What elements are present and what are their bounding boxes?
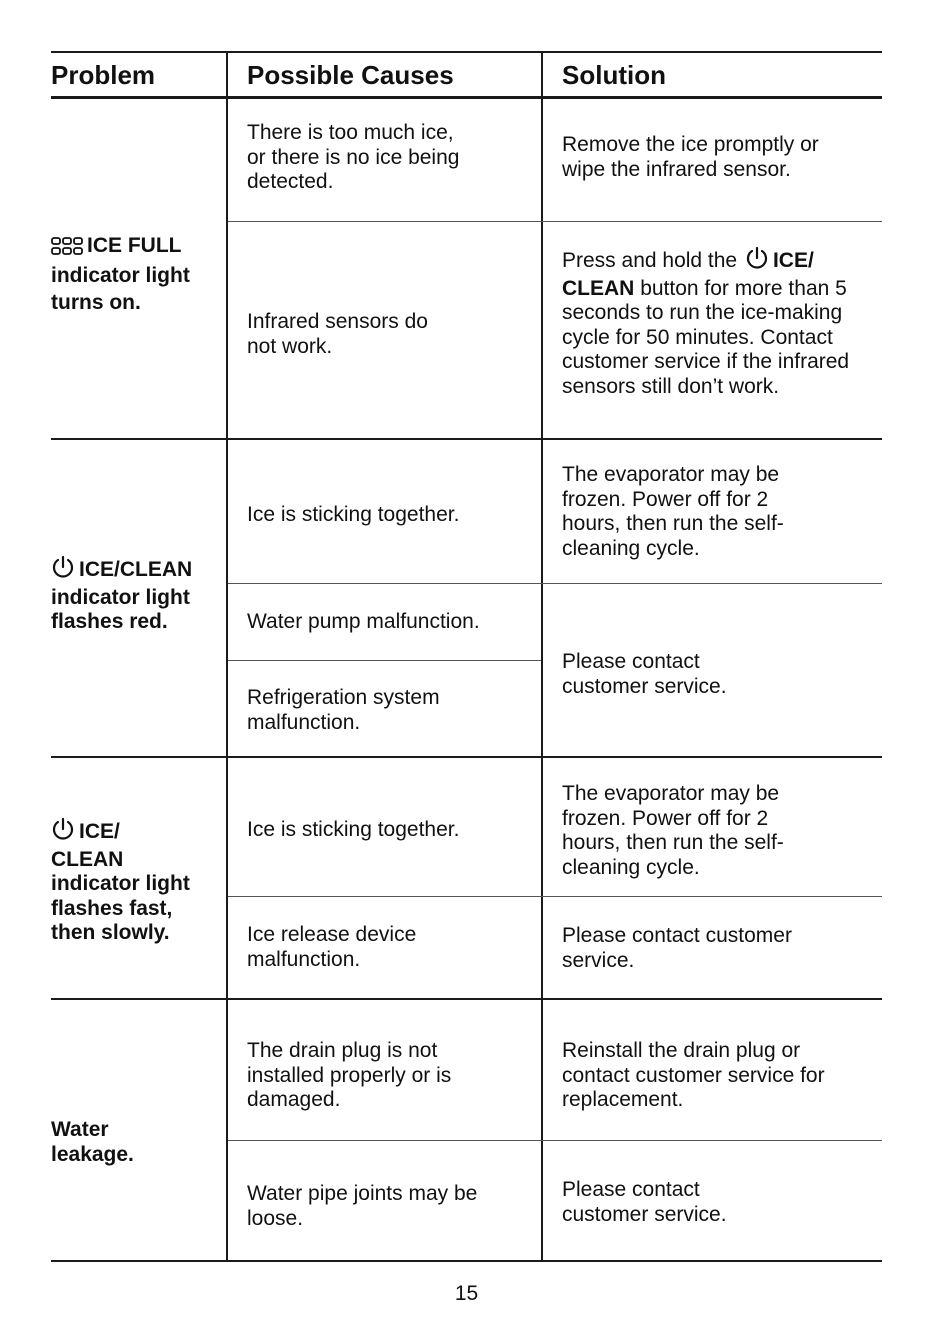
ice-full-icon [51, 237, 83, 262]
solution-text: Reinstall the drain plug or contact customer service for replacement. [562, 1039, 825, 1111]
header-bottom-border [51, 96, 882, 99]
solution-text: The evaporator may be frozen. Power off for 2 hours, then run the self-cleaning cycle. [562, 463, 784, 560]
page-number: 15 [454, 1282, 479, 1305]
power-icon [51, 555, 75, 586]
cause-text: Ice is sticking together. [247, 503, 460, 526]
solution-bold-label: ICE/ CLEAN [562, 249, 814, 300]
cause-text: Refrigeration system malfunction. [247, 686, 440, 734]
power-icon [745, 246, 769, 277]
header-solution: Solution [562, 60, 666, 90]
table-bottom-border [51, 1260, 882, 1262]
problem-water-leakage [51, 1118, 161, 1167]
cause-text: Infrared sensors do not work. [247, 310, 428, 358]
table-top-border [51, 51, 882, 53]
column-divider-1 [226, 51, 228, 1262]
cause-text: Water pump malfunction. [247, 610, 480, 633]
solution-pre: Press and hold the [562, 249, 738, 272]
cause-text: Ice release device malfunction. [247, 923, 417, 971]
sub-row-separator [228, 896, 882, 897]
power-icon [51, 817, 75, 848]
problem-ice-clean-red [51, 555, 226, 635]
problem-lead: ICE/ [79, 820, 120, 843]
solution-press-hold [562, 246, 872, 399]
header-causes: Possible Causes [247, 60, 454, 90]
solution-text: Remove the ice promptly or wipe the infrared sensor. [562, 133, 819, 181]
cause-text: There is too much ice, or there is no ice being detected. [247, 121, 460, 193]
row-separator [51, 756, 882, 758]
cause-text: Water pipe joints may be loose. [247, 1182, 478, 1230]
cause-text: The drain plug is not installed properly or is damaged. [247, 1039, 452, 1111]
problem-rest: indicator light flashes red. [51, 585, 190, 633]
problem-rest: CLEAN indicator light flashes fast, then slowly. [51, 847, 190, 944]
row-separator [51, 998, 882, 1000]
solution-post: button for more than 5 seconds to run the ice-making cycle for 50 minutes. Contact customer service if the infrared sensors still don’t work. [562, 276, 850, 398]
sub-row-separator [228, 660, 541, 661]
solution-text: The evaporator may be frozen. Power off for 2 hours, then run the self-cleaning cycle. [562, 782, 784, 879]
sub-row-separator [228, 583, 882, 584]
header-problem: Problem [51, 60, 156, 90]
sub-row-separator [228, 1140, 882, 1141]
problem-ice-full [51, 234, 221, 316]
problem-rest: Water leakage. [51, 1118, 134, 1166]
problem-lead: ICE/CLEAN [79, 558, 193, 581]
sub-row-separator [228, 221, 882, 222]
problem-ice-clean-fast-slow [51, 817, 211, 946]
problem-rest: indicator light turns on. [51, 263, 190, 314]
solution-text: Please contact customer service. [562, 650, 727, 698]
solution-text: Please contact customer service. [562, 924, 792, 972]
row-separator [51, 438, 882, 440]
cause-text: Ice is sticking together. [247, 818, 460, 841]
problem-lead: ICE FULL [87, 234, 182, 257]
column-divider-2 [541, 51, 543, 1262]
solution-text: Please contact customer service. [562, 1178, 727, 1226]
